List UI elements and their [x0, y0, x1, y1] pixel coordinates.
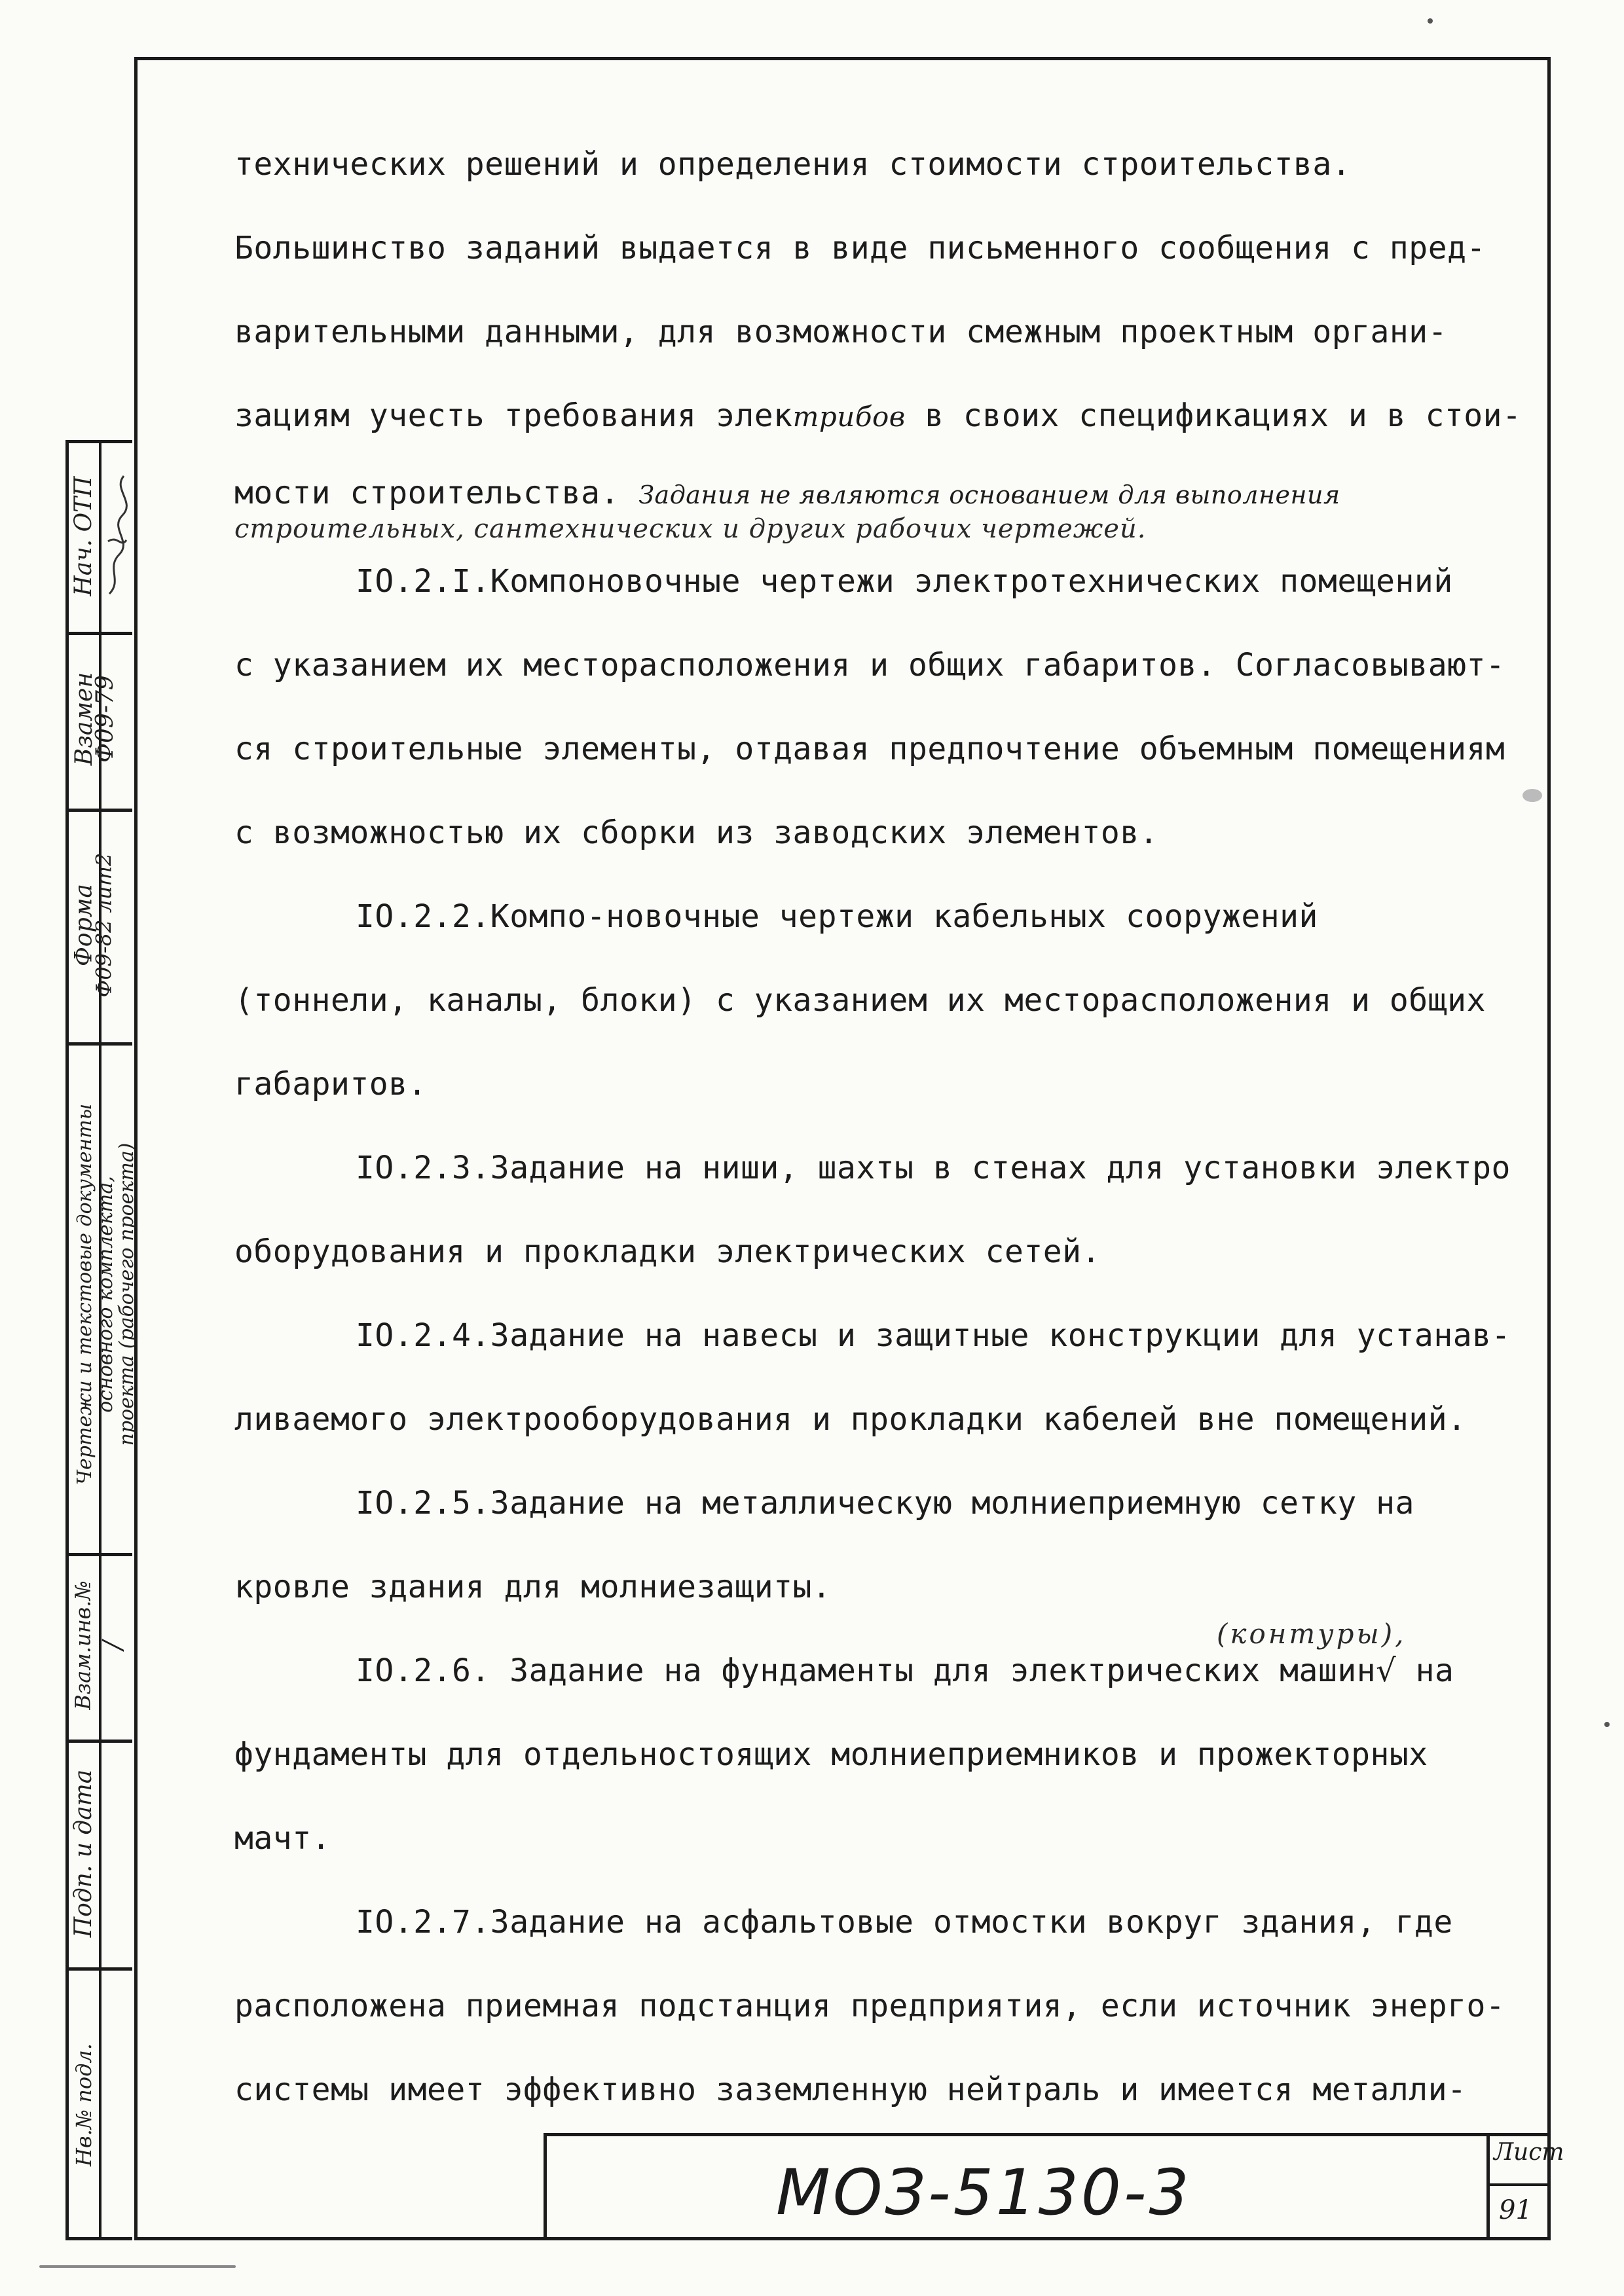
stamp-divider — [69, 1967, 132, 1971]
text-line: оборудования и прокладки электрических сетей. — [234, 1233, 1101, 1270]
section-heading: IO.2.6. Задание на фундаменты для электрических машин√ на — [356, 1652, 1454, 1689]
text-line: с указанием их месторасположения и общих габаритов. Согласовывают- — [234, 647, 1505, 683]
stamp-value-vzamen: Ф09-79 — [92, 675, 119, 763]
stamp-label-inv-podl: Нв.№ подл. — [71, 2043, 96, 2166]
text-line: с возможностью их сборки из заводских элементов. — [234, 814, 1159, 851]
text-line: Большинство заданий выдается в виде письменного сообщения с пред- — [234, 230, 1486, 266]
scan-speck — [39, 2265, 236, 2268]
handwritten-insert: (контуры), — [1217, 1618, 1407, 1650]
sheet-label: Лист — [1494, 2139, 1564, 2166]
stamp-label-docs: основного комплекта, — [94, 1176, 117, 1413]
stamp-label-docs: Чертежи и текстовые документы — [73, 1103, 96, 1485]
section-heading: IO.2.3.Задание на ниши, шахты в стенах для установки электро — [356, 1150, 1511, 1186]
scan-speck — [1604, 1722, 1610, 1727]
stamp-value-vzam-inv: / — [98, 1641, 128, 1650]
margin-stamp — [65, 440, 138, 2240]
text-line — [234, 475, 1340, 513]
text-line: технических решений и определения стоимости строительства. — [234, 146, 1352, 183]
section-heading: IO.2.I.Компоновочные чертежи электротехнических помещений — [356, 563, 1453, 600]
sheet-cell — [1486, 2136, 1564, 2240]
section-heading: IO.2.2.Компо-новочные чертежи кабельных сооружений — [356, 898, 1318, 935]
handwritten-note: строительных, сантехнических и других рабочих чертежей. — [234, 514, 1147, 544]
text-line: системы имеет эффективно заземленную нейтраль и имеется металли- — [234, 2071, 1467, 2108]
stamp-label-docs: проекта (рабочего проекта) — [115, 1142, 138, 1446]
section-heading: IO.2.5.Задание на металлическую молниеприемную сетку на — [356, 1485, 1414, 1522]
scan-speck — [1428, 18, 1433, 24]
handwritten-correction: трибов — [792, 401, 906, 433]
document-code: МОЗ-5130-3 — [776, 2156, 1192, 2229]
stamp-label-vzam-inv: Взам.инв.№ — [70, 1580, 96, 1710]
text-line: ся строительные элементы, отдавая предпочтение объемным помещениям — [234, 731, 1505, 767]
stamp-label-nach-otp: Нач. ОТП — [70, 476, 97, 596]
scan-speck — [1522, 789, 1542, 802]
text-line: фундаменты для отдельностоящих молниеприемников и прожекторных — [234, 1736, 1428, 1773]
section-heading: IO.2.4.Задание на навесы и защитные конструкции для устанав- — [356, 1317, 1511, 1354]
text-line: (тоннели, каналы, блоки) с указанием их месторасположения и общих — [234, 982, 1486, 1019]
text-line: расположена приемная подстанция предприятия, если источник энерго- — [234, 1988, 1505, 2024]
text-line: ливаемого электрооборудования и прокладки кабелей вне помещений. — [234, 1401, 1467, 1438]
text-line — [234, 397, 1521, 435]
stamp-label-forma: Форма — [70, 884, 98, 966]
stamp-value-forma: Ф09-82 лит2 — [91, 852, 117, 998]
sheet-number: 91 — [1499, 2195, 1532, 2225]
section-heading: IO.2.7.Задание на асфальтовые отмостки вокруг здания, где — [356, 1904, 1453, 1941]
stamp-label-vzamen: Взамен — [71, 672, 98, 766]
signature-image — [103, 463, 132, 613]
text-segment: мости строительства. — [234, 475, 619, 511]
text-segment: зациям учесть требования элек — [234, 397, 793, 434]
handwritten-note: Задания не являются основанием для выполнения — [638, 481, 1340, 509]
text-line: варительными данными, для возможности смежным проектным органи- — [234, 314, 1448, 350]
title-block — [544, 2133, 1564, 2240]
text-segment: IO.2.6. Задание на фундаменты для электрических машин — [356, 1652, 1376, 1689]
stamp-label-podp-data: Подп. и дата — [70, 1769, 97, 1938]
text-line: мачт. — [234, 1820, 331, 1857]
text-segment: на — [1415, 1652, 1454, 1689]
text-line: габаритов. — [234, 1066, 427, 1102]
sheet-separator — [1490, 2183, 1551, 2186]
text-segment: в своих спецификациях и в стои- — [925, 397, 1522, 434]
text-line: кровле здания для молниезащиты. — [234, 1569, 832, 1605]
